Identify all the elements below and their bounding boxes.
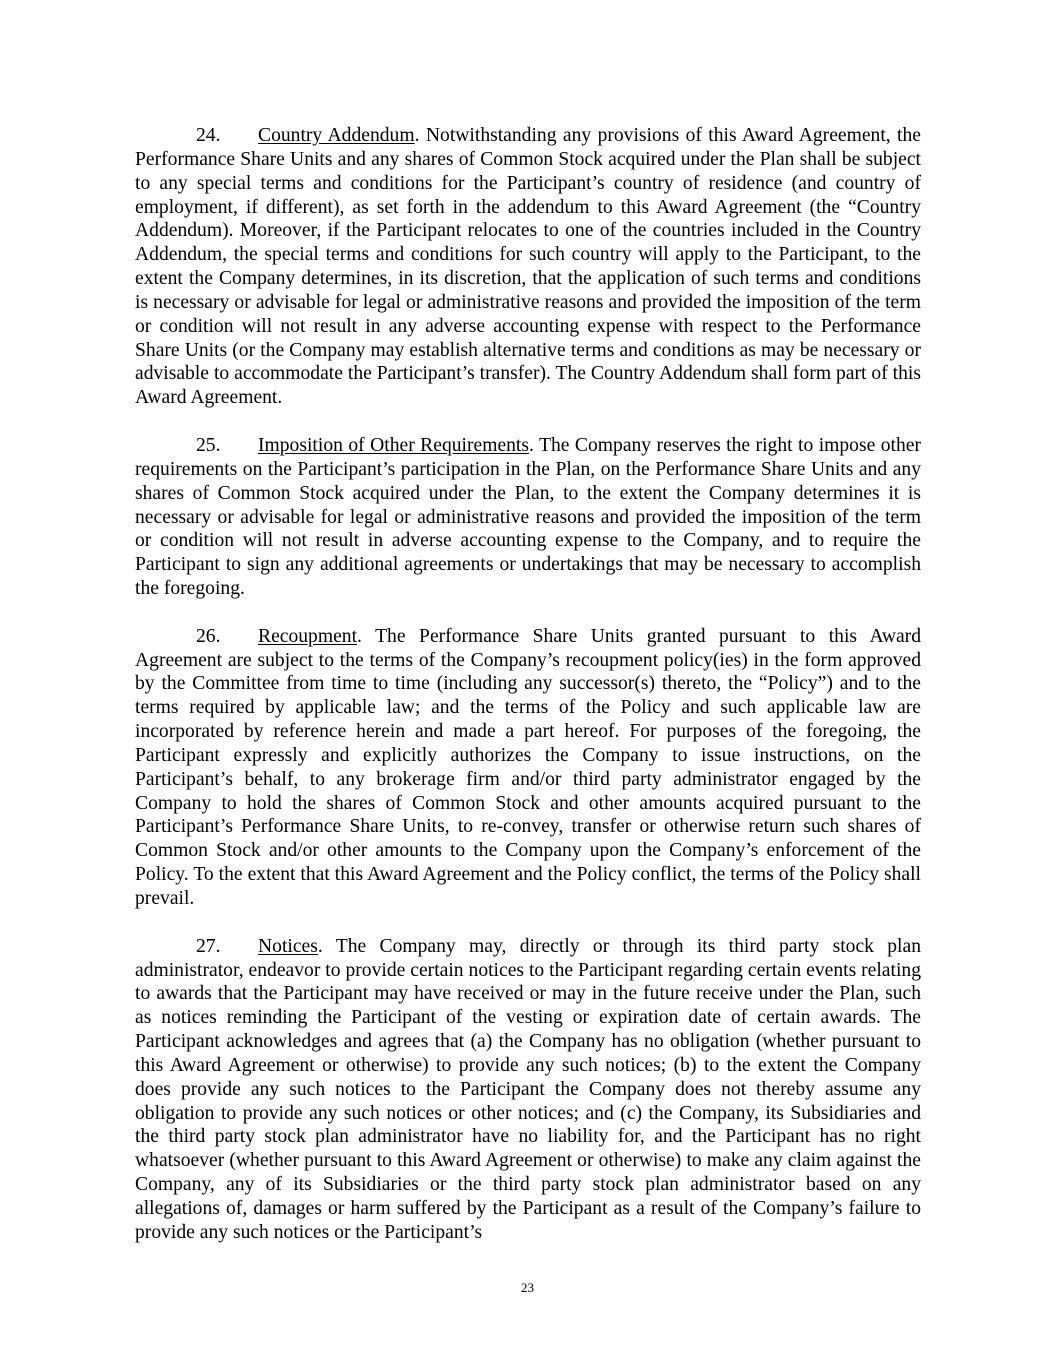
section-body: . The Company may, directly or through its third party stock plan administrator, endeavor to provide certain notices to the Participant regarding certain events relating to awards that the Participant may have received or may in the future receive under the Plan, such as notices reminding the Participant of the vesting or expiration date of certain awards. The Participant acknowledges and agrees that (a) the Company has no obligation (whether pursuant to this Award Agreement or otherwise) to provide any such notices; (b) to the extent the Company does provide any such notices to the Participant the Company does not thereby assume any obligation to provide any such notices or other notices; and (c) the Company, its Subsidiaries and the third party stock plan administrator have no liability for, and the Participant has no right whatsoever (whether pursuant to this Award Agreement or otherwise) to make any claim against the Company, any of its Subsidiaries or the third party stock plan administrator based on any allegations of, damages or harm suffered by the Participant as a result of the Company’s failure to provide any such notices or the Participant’s <box>135 935 921 1243</box>
section-25 <box>135 434 921 601</box>
section-26 <box>135 625 921 911</box>
section-24 <box>135 124 921 410</box>
section-body: . The Company reserves the right to impose other requirements on the Participant’s participation in the Plan, on the Performance Share Units and any shares of Common Stock acquired under the Plan, to the extent the Company determines it is necessary or advisable for legal or administrative reasons and provided the imposition of the term or condition will not result in adverse accounting expense to the Company, and to require the Participant to sign any additional agreements or undertakings that may be necessary to accomplish the foregoing. <box>135 434 921 600</box>
page-number: 23 <box>521 1280 534 1295</box>
section-body: . The Performance Share Units granted pursuant to this Award Agreement are subject to the terms of the Company’s recoupment policy(ies) in the form approved by the Committee from time to time (including any successor(s) thereto, the “Policy”) and to the terms required by applicable law; and the terms of the Policy and such applicable law are incorporated by reference herein and made a part hereof. For purposes of the foregoing, the Participant expressly and explicitly authorizes the Company to issue instructions, on the Participant’s behalf, to any brokerage firm and/or third party administrator engaged by the Company to hold the shares of Common Stock and other amounts acquired pursuant to the Participant’s Performance Share Units, to re-convey, transfer or otherwise return such shares of Common Stock and/or other amounts to the Company upon the Company’s enforcement of the Policy. To the extent that this Award Agreement and the Policy conflict, the terms of the Policy shall prevail. <box>135 625 921 909</box>
section-number: 26. <box>196 625 221 647</box>
document-page <box>135 124 921 1269</box>
section-number: 25. <box>196 434 221 456</box>
section-heading: Recoupment <box>258 625 358 647</box>
section-heading: Notices <box>258 935 318 957</box>
section-heading: Country Addendum <box>258 125 415 146</box>
section-number: 24. <box>196 125 221 146</box>
section-heading: Imposition of Other Requirements <box>258 434 530 456</box>
section-body: . Notwithstanding any provisions of this Award Agreement, the Performance Share Units and any shares of Common Stock acquired under the Plan shall be subject to any special terms and conditions for the Participant’s country of residence (and country of employment, if different), as set forth in the addendum to this Award Agreement (the “Country Addendum). Moreover, if the Participant relocates to one of the countries included in the Country Addendum, the special terms and conditions for such country will apply to the Participant, to the extent the Company determines, in its discretion, that the application of such terms and conditions is necessary or advisable for legal or administrative reasons and provided the imposition of the term or condition will not result in any adverse accounting expense with respect to the Performance Share Units (or the Company may establish alternative terms and conditions as may be necessary or advisable to accommodate the Participant’s transfer). The Country Addendum shall form part of this Award Agreement. <box>135 125 921 409</box>
section-number: 27. <box>196 935 221 957</box>
section-27 <box>135 935 921 1245</box>
